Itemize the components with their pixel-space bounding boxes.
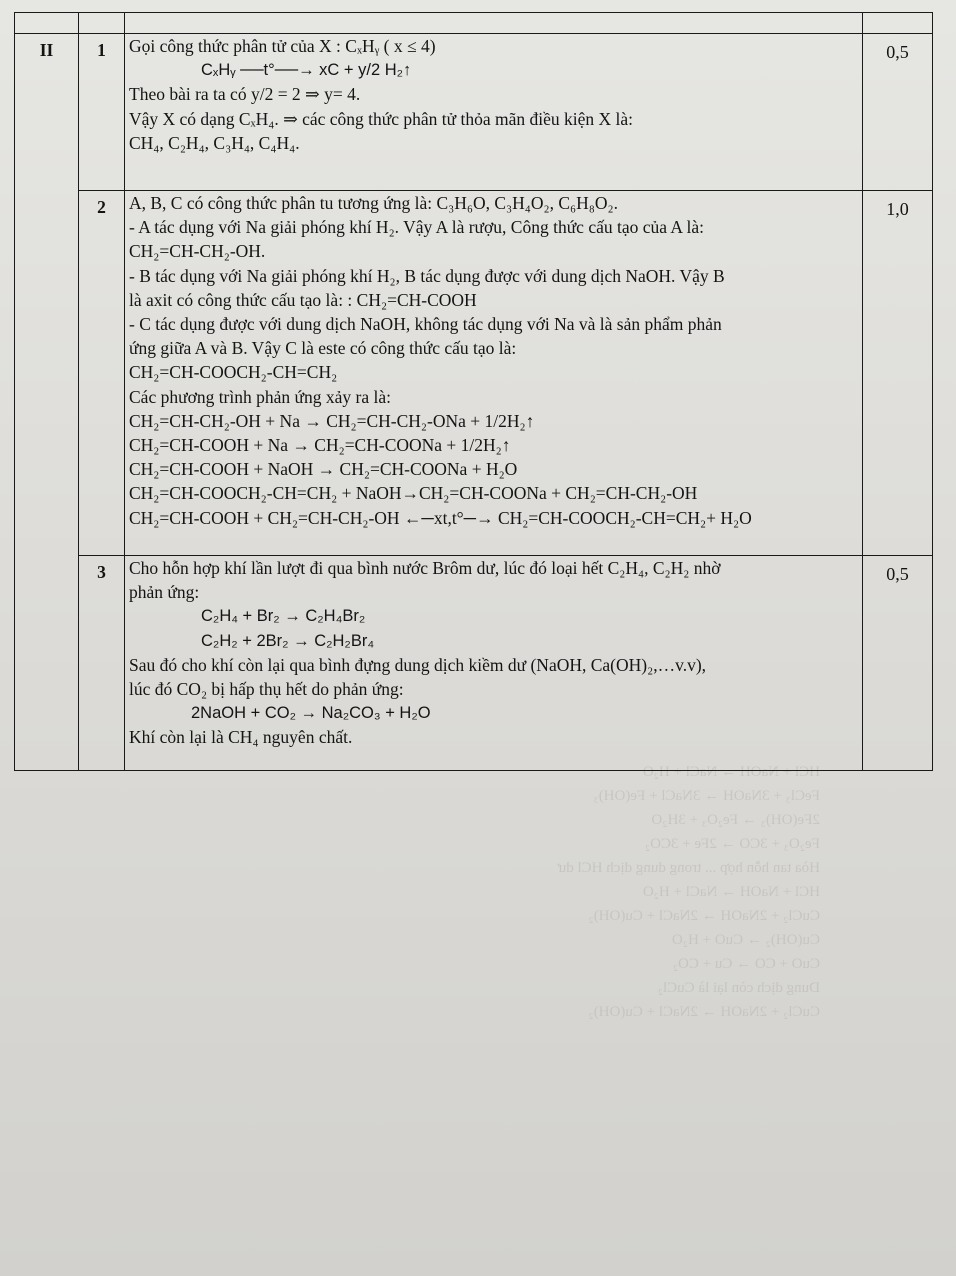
q1-line: Vậy X có dạng CₓH₄. ⇒ các công thức phân tử thỏa mãn điều kiện X là: (129, 108, 634, 129)
header-cell-4 (863, 13, 933, 34)
question-row-3 (15, 556, 933, 771)
q2-equation: CH₂=CH-COOCH₂-CH=CH₂ + NaOH→CH₂=CH-COONa + CH₂=CH-CH₂-OH (129, 483, 698, 504)
answer-table-sheet (14, 12, 934, 752)
q2-line: - A tác dụng với Na giải phóng khí H₂. Vậy A là rượu, Công thức cấu tạo của A là: (129, 217, 704, 238)
question-number-2: 2 (79, 191, 125, 556)
q2-line: là axit có công thức cấu tạo là: : CH₂=CH-COOH (129, 289, 477, 310)
q2-line: - B tác dụng với Na giải phóng khí H₂, B tác dụng được với dung dịch NaOH. Vậy B (129, 265, 725, 286)
q3-equation: 2NaOH + CO₂ → Na₂CO₃ + H₂O (191, 704, 431, 723)
question-row-2 (15, 191, 933, 556)
q1-line: CH₄, C₂H₄, C₃H₄, C₄H₄. (129, 132, 300, 153)
q2-equation: CH₂=CH-COOH + Na → CH₂=CH-COONa + 1/2H₂↑ (129, 435, 511, 456)
q2-line: A, B, C có công thức phân tu tương ứng là: C₃H₆O, C₃H₄O₂, C₆H₈O₂. (129, 193, 618, 213)
score-3: 0,5 (863, 556, 933, 771)
q2-line: Các phương trình phản ứng xảy ra là: (129, 386, 391, 407)
question-content-1 (125, 34, 863, 191)
q2-line: - C tác dụng được với dung dịch NaOH, không tác dụng với Na và là sản phẩm phản (129, 314, 722, 335)
score-1: 0,5 (863, 34, 933, 191)
q2-line: ứng giữa A và B. Vậy C là este có công thức cấu tạo là: (129, 338, 517, 359)
q2-line: CH₂=CH-CH₂-OH. (129, 241, 266, 262)
q3-line: Cho hỗn hợp khí lần lượt đi qua bình nước Brôm dư, lúc đó loại hết C₂H₄, C₂H₂ nhờ (129, 558, 721, 578)
question-content-3 (125, 556, 863, 771)
question-row-1 (15, 34, 933, 191)
score-2: 1,0 (863, 191, 933, 556)
question-number-3: 3 (79, 556, 125, 771)
header-cell-2 (79, 13, 125, 34)
q3-equation: C₂H₄ + Br₂ → C₂H₄Br₂ (201, 607, 366, 626)
part-label: II (15, 34, 79, 771)
q2-equation: CH₂=CH-COOH + NaOH → CH₂=CH-COONa + H₂O (129, 459, 518, 480)
q3-equation: C₂H₂ + 2Br₂ → C₂H₂Br₄ (201, 631, 375, 650)
q3-line: Sau đó cho khí còn lại qua bình đựng dung dịch kiềm dư (NaOH, Ca(OH)₂,…v.v), (129, 654, 707, 675)
question-content-2 (125, 191, 863, 556)
q1-line: Gọi công thức phân tử của X : CₓHᵧ ( x ≤ 4) (129, 36, 436, 56)
question-number-1: 1 (79, 34, 125, 191)
bleed-through-text: HCl + NaOH → NaCl + H₂O FeCl₃ + 3NaOH → 3NaCl + Fe(OH)₃ 2Fe(OH)₃ → Fe₂O₃ + 3H₂O Fe₂O₃ + 3CO → 2Fe + 3CO₂ Hòa tan hỗn hợp ... trong dung dịch HCl dư HCl + NaOH → NaCl + H₂O CuCl₂ + 2NaOH → 2NaCl + Cu(OH)₂ Cu(OH)₂ → CuO + H₂O CuO + CO → Cu + CO₂ Dung dịch còn lại là CuCl₂ CuCl₂ + 2NaOH → 2NaCl + Cu(OH)₂ (558, 764, 820, 1020)
q2-equation: CH₂=CH-CH₂-OH + Na → CH₂=CH-CH₂-ONa + 1/2H₂↑ (129, 410, 535, 431)
q2-line: CH₂=CH-COOCH₂-CH=CH₂ (129, 362, 338, 383)
q1-line: Theo bài ra ta có y/2 = 2 ⇒ y= 4. (129, 84, 361, 105)
q3-line: phản ứng: (129, 582, 200, 603)
q2-equation: CH₂=CH-COOH + CH₂=CH-CH₂-OH ←─xt,t°─→ CH₂=CH-COOCH₂-CH=CH₂+ H₂O (129, 507, 752, 528)
q1-equation: CₓHᵧ ──t°──→ xC + y/2 H₂↑ (201, 61, 412, 80)
q3-line: Khí còn lại là CH₄ nguyên chất. (129, 727, 353, 748)
header-cell-1 (15, 13, 79, 34)
header-row (15, 13, 933, 34)
answer-table (14, 12, 933, 771)
q3-line: lúc đó CO₂ bị hấp thụ hết do phản ứng: (129, 679, 404, 700)
header-cell-3 (125, 13, 863, 34)
